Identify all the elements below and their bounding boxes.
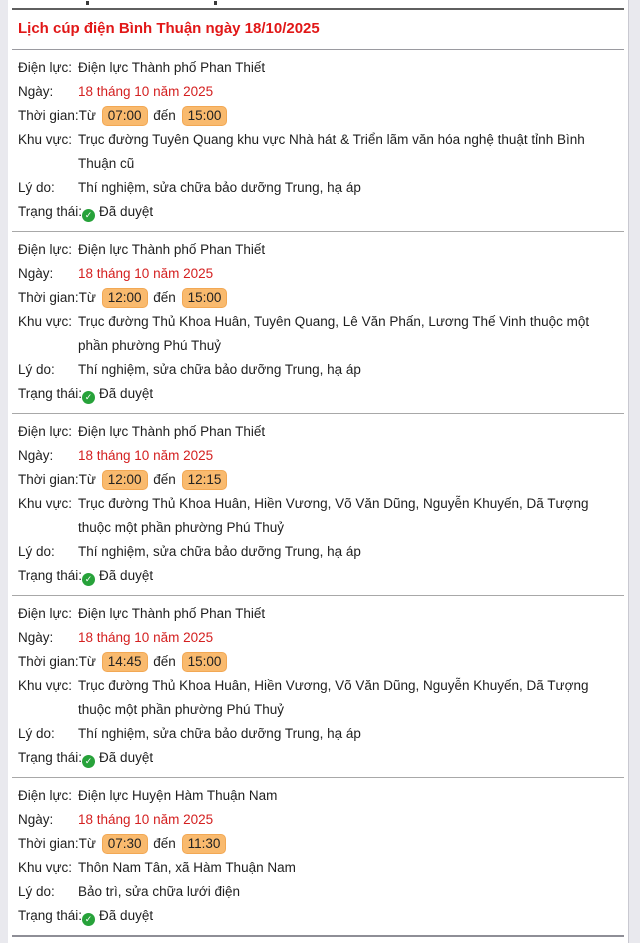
company-label: Điện lực:: [18, 424, 73, 439]
date-value: 18 tháng 10 năm 2025: [78, 812, 214, 827]
time-to-badge: 15:00: [182, 106, 228, 126]
time-from-badge: 12:00: [102, 470, 148, 490]
status-value: [82, 382, 618, 406]
time-value: [79, 832, 618, 856]
date-label: Ngày:: [18, 812, 54, 827]
status-value: [82, 904, 618, 928]
time-label: Thời gian:: [18, 290, 79, 305]
reason-label: Lý do:: [18, 544, 55, 559]
time-from-badge: 07:30: [102, 834, 148, 854]
company-label: Điện lực:: [18, 242, 73, 257]
company-row: [18, 420, 618, 444]
status-value: [82, 746, 618, 770]
company-row: [18, 238, 618, 262]
time-row: [18, 650, 618, 674]
status-label: Trạng thái:: [18, 204, 83, 219]
area-label: Khu vực:: [18, 496, 73, 511]
time-value: [79, 104, 618, 128]
page-title: Lịch cúp điện Bình Thuận ngày 18/10/2025: [18, 20, 320, 37]
check-circle-icon: ✓: [82, 755, 95, 768]
time-label: Thời gian:: [18, 472, 79, 487]
company-label: Điện lực:: [18, 60, 73, 75]
status-label: Trạng thái:: [18, 386, 83, 401]
status-label: Trạng thái:: [18, 908, 83, 923]
company-value: Điện lực Thành phố Phan Thiết: [78, 424, 266, 439]
area-label: Khu vực:: [18, 678, 73, 693]
outage-record: [12, 596, 624, 778]
date-label: Ngày:: [18, 84, 54, 99]
area-row: [18, 674, 618, 722]
date-value: 18 tháng 10 năm 2025: [78, 630, 214, 645]
cutoff-text-remnant: [8, 0, 628, 5]
area-label: Khu vực:: [18, 314, 73, 329]
area-row: [18, 492, 618, 540]
time-from-badge: 14:45: [102, 652, 148, 672]
status-label: Trạng thái:: [18, 750, 83, 765]
reason-value: Thí nghiệm, sửa chữa bảo dưỡng Trung, hạ áp: [78, 726, 361, 741]
date-row: [18, 80, 618, 104]
status-row: [18, 200, 618, 224]
time-to-word: đến: [153, 654, 176, 669]
company-value: Điện lực Thành phố Phan Thiết: [78, 60, 266, 75]
reason-row: [18, 880, 618, 904]
time-to-badge: 11:30: [182, 834, 227, 854]
area-value: Trục đường Thủ Khoa Huân, Tuyên Quang, Lê Văn Phấn, Lương Thế Vinh thuộc một phần phường Phú Thuỷ: [78, 314, 590, 353]
time-row: [18, 832, 618, 856]
outage-record: [12, 778, 624, 937]
time-label: Thời gian:: [18, 654, 79, 669]
time-from-word: Từ: [78, 472, 96, 487]
company-row: [18, 602, 618, 626]
reason-label: Lý do:: [18, 726, 55, 741]
date-label: Ngày:: [18, 266, 54, 281]
date-value: 18 tháng 10 năm 2025: [78, 84, 214, 99]
time-from-badge: 07:00: [102, 106, 148, 126]
reason-value: Thí nghiệm, sửa chữa bảo dưỡng Trung, hạ áp: [78, 180, 361, 195]
time-from-badge: 12:00: [102, 288, 148, 308]
time-row: [18, 468, 618, 492]
time-to-badge: 12:15: [182, 470, 228, 490]
date-row: [18, 444, 618, 468]
time-from-word: Từ: [78, 108, 96, 123]
status-text: Đã duyệt: [99, 386, 154, 401]
status-row: [18, 746, 618, 770]
area-label: Khu vực:: [18, 860, 73, 875]
area-label: Khu vực:: [18, 132, 73, 147]
reason-label: Lý do:: [18, 884, 55, 899]
content-area: [8, 0, 629, 943]
company-row: [18, 56, 618, 80]
time-from-word: Từ: [78, 654, 96, 669]
status-row: [18, 564, 618, 588]
status-row: [18, 382, 618, 406]
reason-row: [18, 358, 618, 382]
reason-row: [18, 722, 618, 746]
company-value: Điện lực Thành phố Phan Thiết: [78, 242, 266, 257]
status-value: [82, 564, 618, 588]
area-value: Thôn Nam Tân, xã Hàm Thuận Nam: [78, 860, 296, 875]
status-value: [82, 200, 618, 224]
time-to-word: đến: [153, 108, 176, 123]
date-label: Ngày:: [18, 448, 54, 463]
check-circle-icon: ✓: [82, 573, 95, 586]
company-label: Điện lực:: [18, 788, 73, 803]
area-row: [18, 856, 618, 880]
date-row: [18, 626, 618, 650]
time-row: [18, 104, 618, 128]
status-text: Đã duyệt: [99, 908, 154, 923]
outage-record: [12, 414, 624, 596]
time-label: Thời gian:: [18, 836, 79, 851]
time-to-badge: 15:00: [182, 288, 228, 308]
check-circle-icon: ✓: [82, 391, 95, 404]
time-value: [79, 286, 618, 310]
time-from-word: Từ: [78, 836, 96, 851]
company-value: Điện lực Thành phố Phan Thiết: [78, 606, 266, 621]
outage-record: [12, 232, 624, 414]
status-text: Đã duyệt: [99, 750, 154, 765]
time-from-word: Từ: [78, 290, 96, 305]
check-circle-icon: ✓: [82, 209, 95, 222]
outage-record-list: [8, 50, 628, 937]
area-row: [18, 128, 618, 176]
reason-value: Thí nghiệm, sửa chữa bảo dưỡng Trung, hạ áp: [78, 544, 361, 559]
company-value: Điện lực Huyện Hàm Thuận Nam: [78, 788, 278, 803]
area-value: Trục đường Tuyên Quang khu vực Nhà hát & Triển lãm văn hóa nghệ thuật tỉnh Bình Thuận cũ: [78, 132, 585, 171]
status-label: Trạng thái:: [18, 568, 83, 583]
status-row: [18, 904, 618, 928]
date-row: [18, 808, 618, 832]
date-row: [18, 262, 618, 286]
time-to-word: đến: [153, 290, 176, 305]
area-value: Trục đường Thủ Khoa Huân, Hiền Vương, Võ Văn Dũng, Nguyễn Khuyến, Dã Tượng thuộc một phần phường Phú Thuỷ: [78, 678, 589, 717]
outage-record: [12, 50, 624, 232]
area-row: [18, 310, 618, 358]
reason-value: Thí nghiệm, sửa chữa bảo dưỡng Trung, hạ áp: [78, 362, 361, 377]
time-value: [79, 650, 618, 674]
reason-row: [18, 540, 618, 564]
status-text: Đã duyệt: [99, 568, 154, 583]
reason-label: Lý do:: [18, 362, 55, 377]
company-row: [18, 784, 618, 808]
area-value: Trục đường Thủ Khoa Huân, Hiền Vương, Võ Văn Dũng, Nguyễn Khuyến, Dã Tượng thuộc một phần phường Phú Thuỷ: [78, 496, 589, 535]
date-value: 18 tháng 10 năm 2025: [78, 448, 214, 463]
status-text: Đã duyệt: [99, 204, 154, 219]
time-row: [18, 286, 618, 310]
date-label: Ngày:: [18, 630, 54, 645]
reason-value: Bảo trì, sửa chữa lưới điện: [78, 884, 241, 899]
time-to-word: đến: [153, 472, 176, 487]
time-to-badge: 15:00: [182, 652, 228, 672]
company-label: Điện lực:: [18, 606, 73, 621]
reason-label: Lý do:: [18, 180, 55, 195]
time-value: [79, 468, 618, 492]
date-value: 18 tháng 10 năm 2025: [78, 266, 214, 281]
time-to-word: đến: [153, 836, 176, 851]
reason-row: [18, 176, 618, 200]
time-label: Thời gian:: [18, 108, 79, 123]
check-circle-icon: ✓: [82, 913, 95, 926]
